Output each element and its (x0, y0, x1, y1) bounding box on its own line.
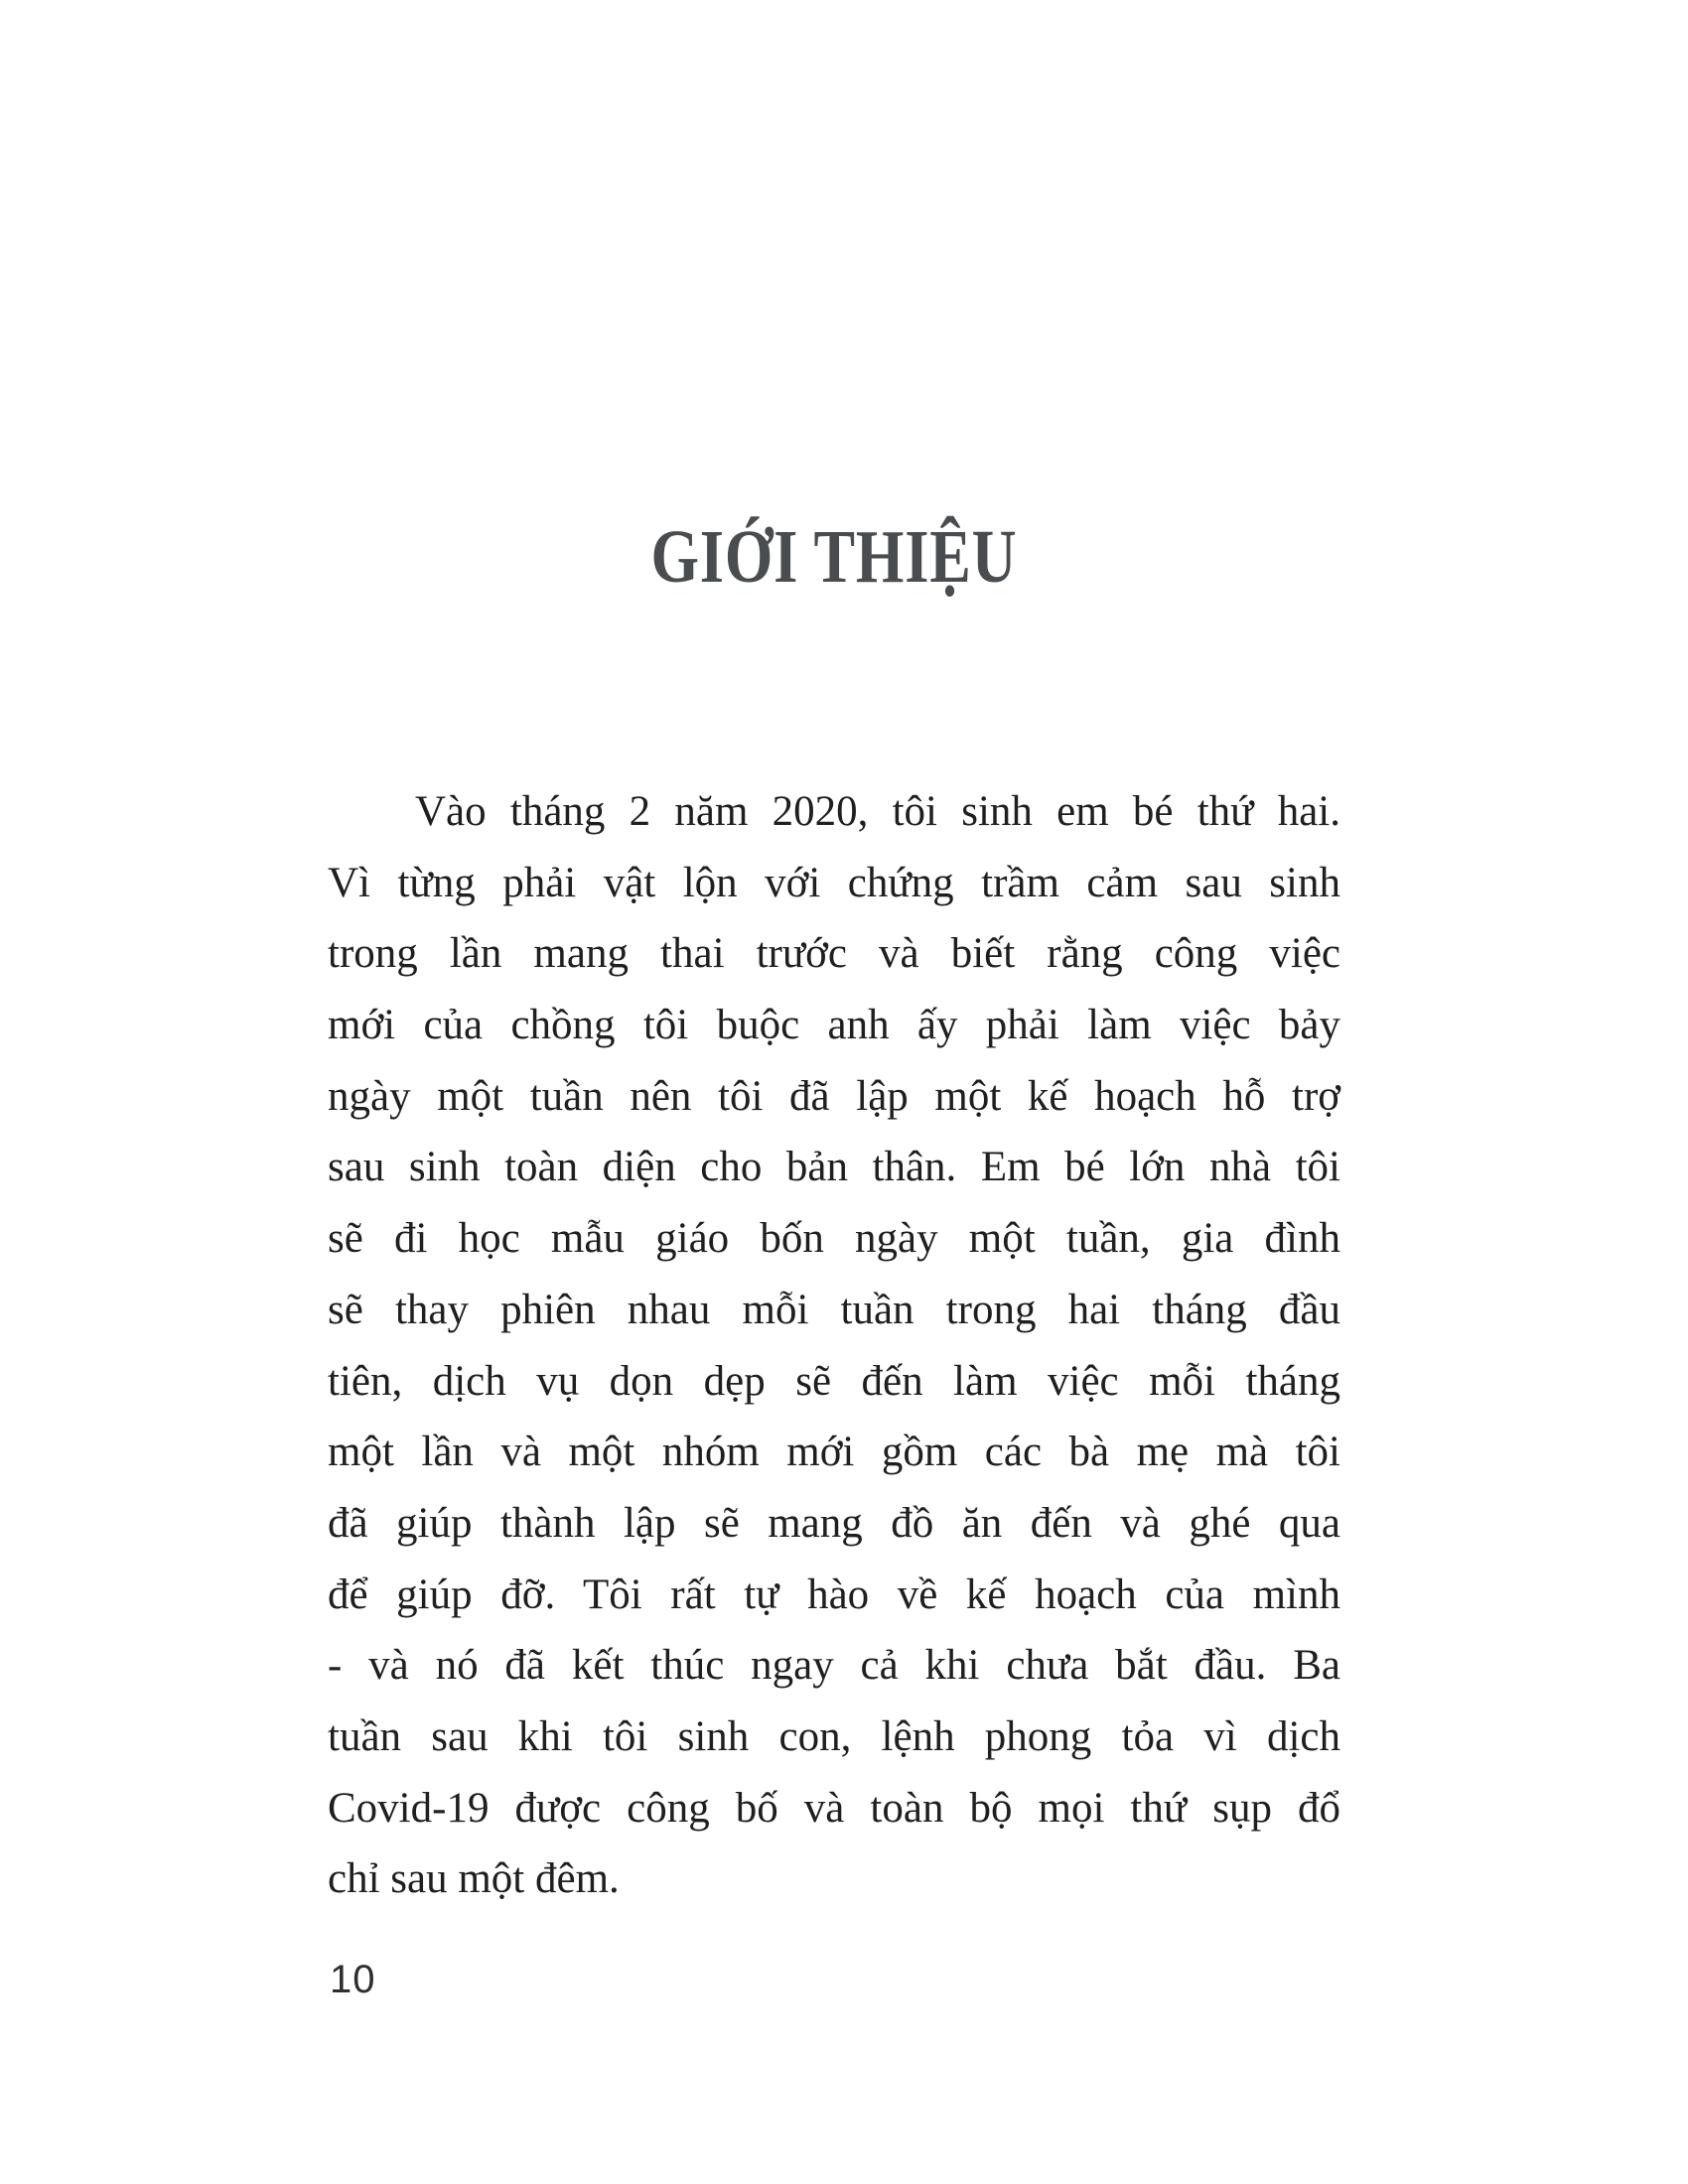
body-line: đã giúp thành lập sẽ mang đồ ăn đến và ghé qua (328, 1499, 1340, 1547)
body-line: tuần sau khi tôi sinh con, lệnh phong tỏa vì dịch (328, 1712, 1340, 1760)
body-line: trong lần mang thai trước và biết rằng công việc (328, 930, 1340, 978)
body-line: Vì từng phải vật lộn với chứng trầm cảm sau sinh (328, 859, 1340, 906)
body-line: sẽ đi học mẫu giáo bốn ngày một tuần, gia đình (328, 1215, 1340, 1263)
body-line: sau sinh toàn diện cho bản thân. Em bé lớn nhà tôi (328, 1144, 1340, 1191)
body-line: - và nó đã kết thúc ngay cả khi chưa bắt đầu. Ba (328, 1642, 1340, 1690)
body-line: chỉ sau một đêm. (328, 1855, 620, 1903)
body-line: Covid-19 được công bố và toàn bộ mọi thứ sụp đổ (328, 1784, 1340, 1832)
body-line: để giúp đỡ. Tôi rất tự hào về kế hoạch của mình (328, 1570, 1340, 1618)
body-line: sẽ thay phiên nhau mỗi tuần trong hai tháng đầu (328, 1286, 1340, 1333)
body-line: Vào tháng 2 năm 2020, tôi sinh em bé thứ hai. (415, 788, 1340, 835)
chapter-title: GIỚI THIỆU (650, 515, 1018, 599)
body-line: ngày một tuần nên tôi đã lập một kế hoạch hỗ trợ (328, 1072, 1340, 1120)
body-line: một lần và một nhóm mới gồm các bà mẹ mà tôi (328, 1429, 1340, 1476)
body-line: mới của chồng tôi buộc anh ấy phải làm việc bảy (328, 1002, 1340, 1049)
body-paragraph (328, 776, 1340, 1915)
page-number: 10 (330, 1958, 376, 2001)
body-line: tiên, dịch vụ dọn dẹp sẽ đến làm việc mỗi tháng (328, 1357, 1340, 1405)
